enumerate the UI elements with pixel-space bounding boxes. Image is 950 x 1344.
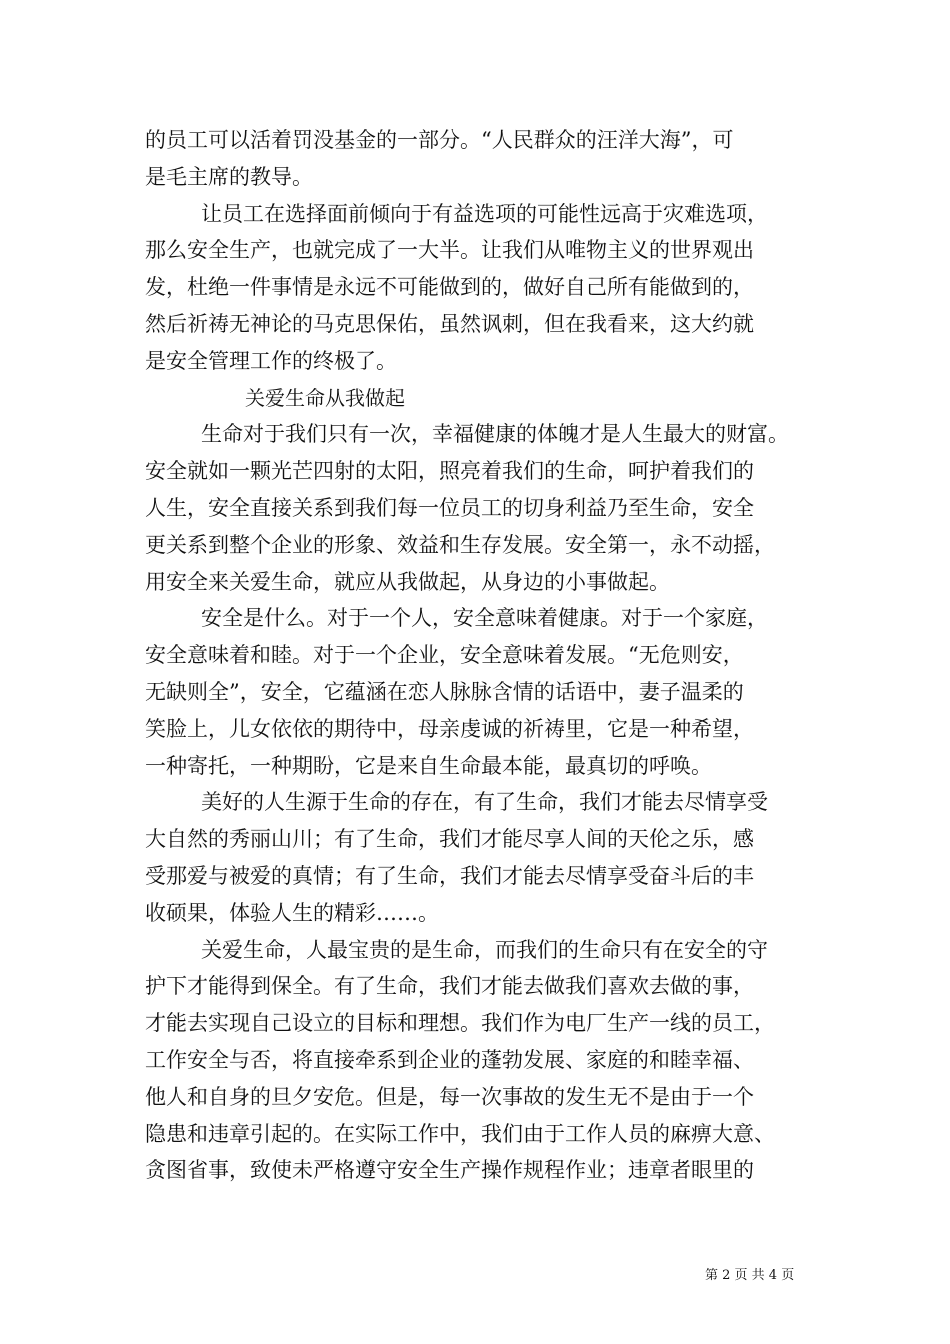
paragraph-first-line: 让员工在选择面前倾向于有益选项的可能性远高于灾难选项， xyxy=(201,201,768,226)
body-line: 人生，安全直接关系到我们每一位员工的切身利益乃至生命，安全 xyxy=(145,495,754,520)
body-line: 才能去实现自己设立的目标和理想。我们作为电厂生产一线的员工， xyxy=(145,1011,775,1036)
body-line: 受那爱与被爱的真情；有了生命，我们才能去尽情享受奋斗后的丰 xyxy=(145,863,754,888)
body-line: 是毛主席的教导。 xyxy=(145,164,313,189)
body-line: 安全意味着和睦。对于一个企业，安全意味着发展。“无危则安， xyxy=(145,643,744,668)
body-line: 然后祈祷无神论的马克思保佑，虽然讽刺，但在我看来，这大约就 xyxy=(145,311,754,336)
body-line: 发，杜绝一件事情是永远不可能做到的，做好自己所有能做到的， xyxy=(145,275,754,300)
body-line: 他人和自身的旦夕安危。但是，每一次事故的发生无不是由于一个 xyxy=(145,1084,754,1109)
body-line: 是安全管理工作的终极了。 xyxy=(145,348,397,373)
body-line: 工作安全与否，将直接牵系到企业的蓬勃发展、家庭的和睦幸福、 xyxy=(145,1047,754,1072)
body-line: 安全就如一颗光芒四射的太阳，照亮着我们的生命，呵护着我们的 xyxy=(145,459,754,484)
body-line: 笑脸上，儿女依依的期待中，母亲虔诚的祈祷里，它是一种希望， xyxy=(145,716,754,741)
document-body xyxy=(145,122,815,1189)
paragraph-first-line: 生命对于我们只有一次，幸福健康的体魄才是人生最大的财富。 xyxy=(201,422,789,447)
section-title: 关爱生命从我做起 xyxy=(245,385,405,410)
body-line: 护下才能得到保全。有了生命，我们才能去做我们喜欢去做的事， xyxy=(145,974,754,999)
body-line: 的员工可以活着罚没基金的一部分。“人民群众的汪洋大海”，可 xyxy=(145,128,734,152)
body-line: 无缺则全”，安全，它蕴涵在恋人脉脉含情的话语中，妻子温柔的 xyxy=(145,679,744,704)
page-number: 第 2 页 共 4 页 xyxy=(705,1268,795,1283)
body-line: 隐患和违章引起的。在实际工作中，我们由于工作人员的麻痹大意、 xyxy=(145,1121,775,1146)
paragraph-first-line: 美好的人生源于生命的存在，有了生命，我们才能去尽情享受 xyxy=(201,790,768,815)
body-line: 更关系到整个企业的形象、效益和生存发展。安全第一，永不动摇， xyxy=(145,532,775,557)
paragraph-first-line: 关爱生命，人最宝贵的是生命，而我们的生命只有在安全的守 xyxy=(201,937,768,962)
body-line: 收硕果，体验人生的精彩……。 xyxy=(145,900,439,925)
body-line: 用安全来关爱生命，就应从我做起，从身边的小事做起。 xyxy=(145,569,670,594)
body-line: 大自然的秀丽山川；有了生命，我们才能尽享人间的天伦之乐，感 xyxy=(145,827,754,852)
body-line: 一种寄托，一种期盼，它是来自生命最本能，最真切的呼唤。 xyxy=(145,753,712,778)
paragraph-first-line: 安全是什么。对于一个人，安全意味着健康。对于一个家庭， xyxy=(201,606,768,631)
body-line: 那么安全生产，也就完成了一大半。让我们从唯物主义的世界观出 xyxy=(145,238,754,263)
body-line: 贪图省事，致使未严格遵守安全生产操作规程作业；违章者眼里的 xyxy=(145,1158,754,1183)
